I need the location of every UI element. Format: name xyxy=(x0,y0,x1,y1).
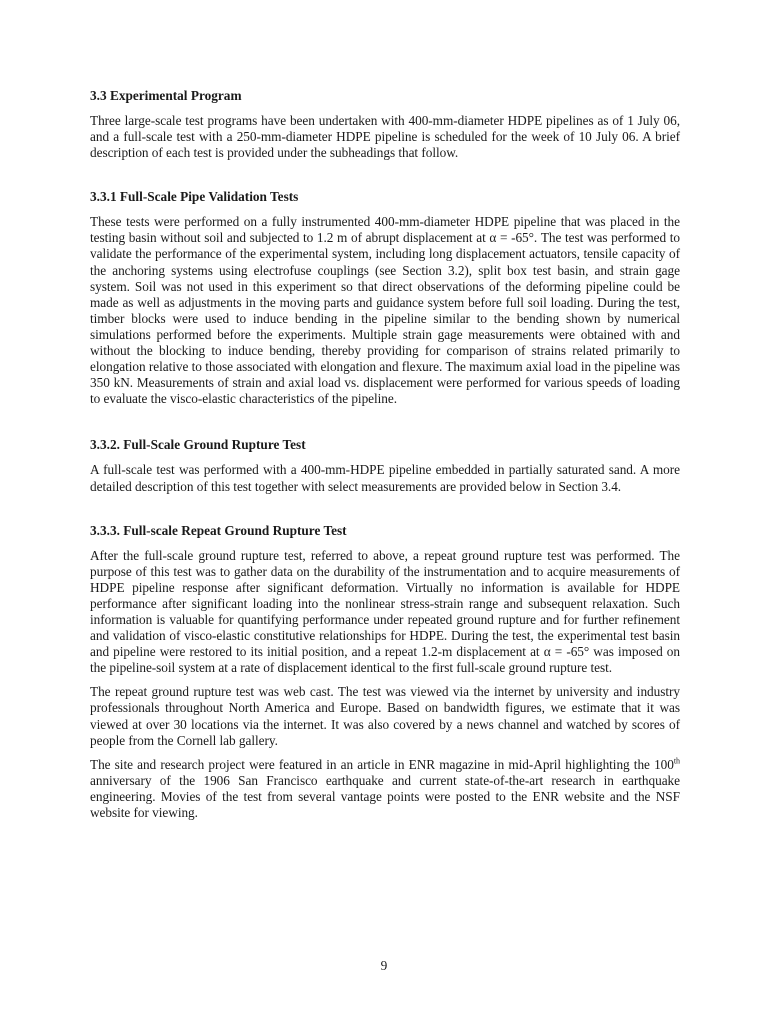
section-heading: 3.3.2. Full-Scale Ground Rupture Test xyxy=(90,437,306,453)
spacer xyxy=(90,503,680,523)
section-heading: 3.3.3. Full-scale Repeat Ground Rupture Test xyxy=(90,522,347,538)
section-experimental-program xyxy=(90,88,680,161)
spacer xyxy=(90,415,680,437)
section-heading: 3.3.1 Full-Scale Pipe Validation Tests xyxy=(90,189,299,205)
section-paragraph: After the full-scale ground rupture test, referred to above, a repeat ground rupture test was performed. The purpose of this test was to gather data on the durability of the instrumentation and to acquire measurements of HDPE pipeline response after significant deformation. Virtually no information is available for HDPE performance after significant loading into the nonlinear stress-strain range and subsequent relaxation. Such information is valuable for quantifying performance under repeated ground rupture and for further refinement and validation of visco-elastic constitutive relationships for HDPE. During the test, the experimental test basin and pipeline were restored to its initial position, and a repeat 1.2-m displacement at α = -65° was imposed on the pipeline-soil system at a rate of displacement identical to the first full-scale ground rupture test. xyxy=(90,547,680,676)
section-repeat-rupture-test xyxy=(90,523,680,822)
spacer xyxy=(90,169,680,189)
page-number: 9 xyxy=(380,958,388,973)
section-paragraph: Three large-scale test programs have been undertaken with 400-mm-diameter HDPE pipelines as of 1 July 06, and a full-scale test with a 250-mm-diameter HDPE pipeline is scheduled for the week of 10 July 06. A brief description of each test is provided under the subheadings that follow. xyxy=(90,113,680,161)
section-paragraph xyxy=(90,757,680,821)
paragraph-text: anniversary of the 1906 San Francisco earthquake and current state-of-the-art research in earthquake engineering. Movies of the test from several vantage points were posted to the ENR website and the NSF website for viewing. xyxy=(90,772,680,820)
ordinal-superscript: th xyxy=(673,756,680,766)
section-validation-tests xyxy=(90,189,680,407)
section-ground-rupture-test xyxy=(90,437,680,494)
section-heading: 3.3 Experimental Program xyxy=(90,88,242,103)
section-paragraph: The repeat ground rupture test was web cast. The test was viewed via the internet by university and industry professionals throughout North America and Europe. Based on bandwidth figures, we estimate that it was viewed at over 30 locations via the internet. It was also covered by a news channel and watched by scores of people from the Cornell lab gallery. xyxy=(90,684,680,748)
document-page xyxy=(90,88,680,829)
section-paragraph: A full-scale test was performed with a 400-mm-HDPE pipeline embedded in partially saturated sand. A more detailed description of this test together with select measurements are provided below in Section 3.4. xyxy=(90,462,680,494)
paragraph-text: The site and research project were featured in an article in ENR magazine in mid-April highlighting the 100 xyxy=(90,756,674,772)
section-paragraph: These tests were performed on a fully instrumented 400-mm-diameter HDPE pipeline that was placed in the testing basin without soil and subjected to 1.2 m of abrupt displacement at α = -65°. The test was performed to validate the performance of the experimental system, including long displacement actuators, tensile capacity of the anchoring systems using electrofuse couplings (see Section 3.2), split box test basin, and strain gage system. Soil was not used in this experiment so that direct observations of the deforming pipeline could be made as well as adjustments in the moving parts and guidance system before full soil loading. During the test, timber blocks were used to induce bending in the pipeline similar to the bending shown by numerical simulations performed before the experiments. Multiple strain gage measurements were obtained with and without the blocking to induce bending, thereby providing for comparison of strains related primarily to elongation relative to those associated with elongation and flexure. The maximum axial load in the pipeline was 350 kN. Measurements of strain and axial load vs. displacement were performed for various speeds of loading to evaluate the visco-elastic characteristics of the pipeline. xyxy=(90,214,680,407)
